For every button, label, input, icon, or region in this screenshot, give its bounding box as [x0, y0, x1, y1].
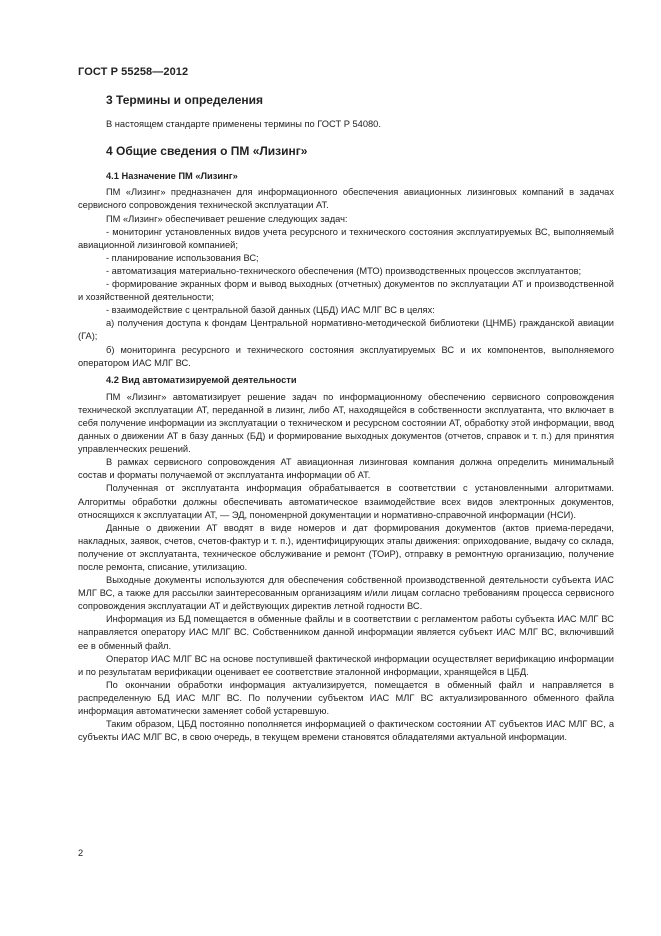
section-4-title: 4 Общие сведения о ПМ «Лизинг»: [106, 144, 308, 159]
paragraph: Информация из БД помещается в обменные файлы и в соответствии с регламентом работы субъекта ИАС МЛГ ВС направляется оператору ИАС МЛГ ВС. Собственником данной информации является субъект ИАС МЛГ ВС, включивший ее в обменный файл.: [78, 614, 614, 651]
section-3-text: В настоящем стандарте применены термины по ГОСТ Р 54080.: [106, 119, 381, 130]
paragraph: Оператор ИАС МЛГ ВС на основе поступившей фактической информации осуществляет верификацию информации и по результатам верификации оценивает ее соответствие эталонной информации, хранящейся в ЦБД.: [78, 653, 614, 677]
subsection-4-1-title: 4.1 Назначение ПМ «Лизинг»: [106, 171, 238, 182]
page-content: [78, 94, 614, 744]
paragraph: ПМ «Лизинг» предназначен для информационного обеспечения авиационных лизинговых компаний в задачах сервисного сопровождения технической эксплуатации АТ.: [78, 187, 614, 211]
list-item: - автоматизация материально-технического обеспечения (МТО) производственных процессов эксплуатантов;: [106, 265, 582, 276]
list-item: - взаимодействие с центральной базой данных (ЦБД) ИАС МЛГ ВС в целях:: [106, 305, 435, 316]
paragraph: Выходные документы используются для обеспечения собственной производственной деятельности субъекта ИАС МЛГ ВС, а также для рассылки заинтересованным организациям и/или лицам согласно требованиям процесса сервисного сопровождения эксплуатации АТ и действующих директив летной годности ВС.: [78, 575, 614, 612]
standard-header: ГОСТ Р 55258—2012: [78, 66, 189, 78]
paragraph: В рамках сервисного сопровождения АТ авиационная лизинговая компания должна определить минимальный состав и форматы получаемой от эксплуатанта информации об АТ.: [78, 457, 614, 481]
paragraph: Данные о движении АТ вводят в виде номеров и дат формирования документов (актов приема-передачи, накладных, заявок, счетов, счетов-фактур и т. п.), идентифицирующих этапы движения: оприходование, выдачу со склада, получение от эксплуатанта, техническое обслуживание и ремонт (ТОиР), отправку в ремонтную организацию, получение после ремонта, списание, утилизацию.: [78, 522, 614, 572]
page-number: 2: [78, 848, 84, 858]
paragraph: ПМ «Лизинг» обеспечивает решение следующих задач:: [106, 213, 348, 224]
section-3-title: 3 Термины и определения: [106, 93, 264, 107]
list-subitem: б) мониторинга ресурсного и технического состояния эксплуатируемых ВС и их компонентов, выполняемого оператором ИАС МЛГ ВС.: [78, 344, 614, 368]
list-item: - формирование экранных форм и вывод выходных (отчетных) документов по эксплуатации АТ и производственной и хозяйственной деятельности;: [78, 279, 614, 303]
paragraph: Полученная от эксплуатанта информация обрабатывается в соответствии с установленными алгоритмами. Алгоритмы обработки должны обеспечивать автоматическое взаимодействие всех видов электронных документов, относящихся к эксплуатации АТ, — ЭД, пономенрной документации и нормативно-справочной информации (НСИ).: [78, 483, 614, 520]
paragraph: По окончании обработки информация актуализируется, помещается в обменный файл и направляется в распределенную БД ИАС МЛГ ВС. По получении субъектом ИАС МЛГ ВС актуализированного обменного файла информация автоматически заменяет собой устаревшую.: [78, 679, 614, 717]
subsection-4-2-title: 4.2 Вид автоматизируемой деятельности: [106, 374, 297, 385]
list-item: - мониторинг установленных видов учета ресурсного и технического состояния эксплуатируемых ВС, выполняемый авиационной лизинговой компанией;: [78, 226, 614, 250]
paragraph: ПМ «Лизинг» автоматизирует решение задач по информационному обеспечению сервисного сопровождения технической эксплуатации АТ, переданной в лизинг, либо АТ, находящейся в собственности эксплуатанта, что включает в себя получение информации из эксплуатации о техническом и ресурсном состоянии АТ, обработку этой информации, ввод данных о движении АТ в базу данных (БД) и формирование выходных документов (отчетов, справок и т. п.) для принятия управленческих решений.: [78, 391, 614, 455]
list-subitem: а) получения доступа к фондам Центральной нормативно-методической библиотеки (ЦНМБ) гражданской авиации (ГА);: [78, 318, 614, 342]
list-item: - планирование использования ВС;: [106, 252, 259, 263]
paragraph: Таким образом, ЦБД постоянно пополняется информацией о фактическом состоянии АТ субъектов ИАС МЛГ ВС, а субъекты ИАС МЛГ ВС, в свою очередь, в текущем времени становятся обладателями актуальной информации.: [78, 719, 614, 743]
